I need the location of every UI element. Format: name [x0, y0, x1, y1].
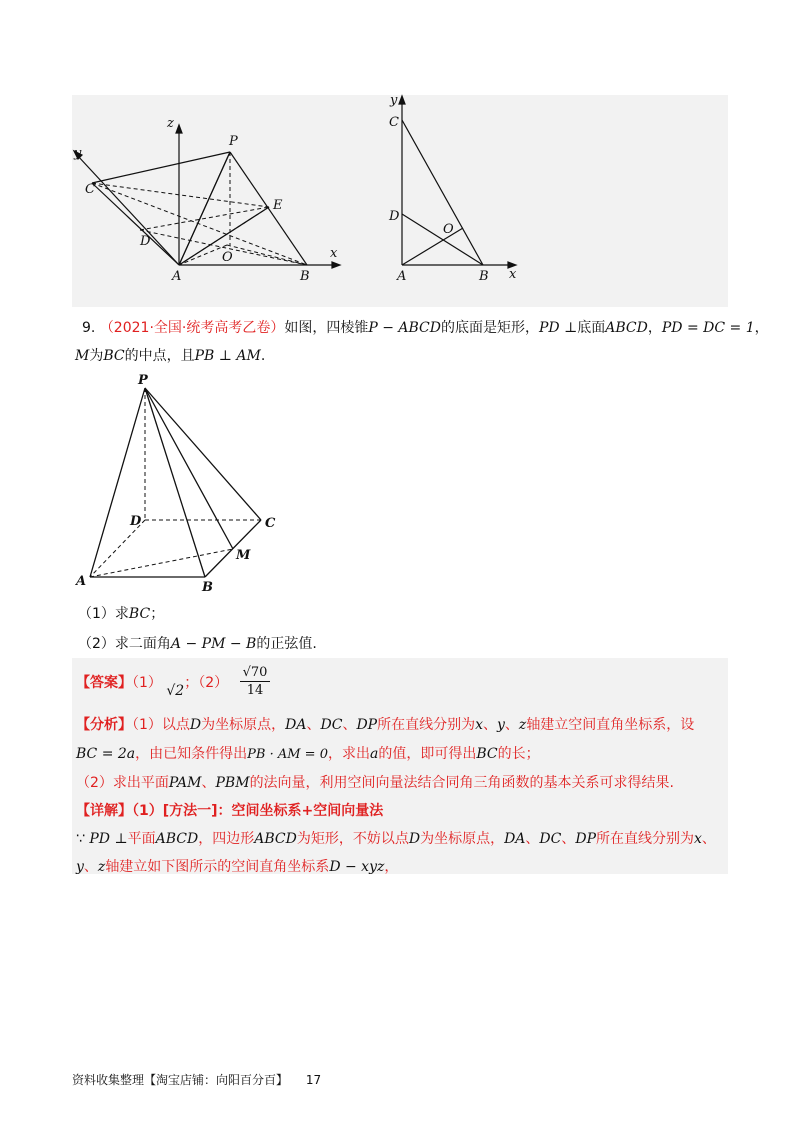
label-x: x	[509, 267, 517, 282]
coordinate-figure-right	[385, 90, 525, 285]
detail-line-1	[76, 801, 383, 821]
label-D: D	[140, 234, 151, 249]
math-expr: x	[694, 831, 702, 847]
analysis-text: 、	[504, 717, 519, 733]
analysis-text: ，由已知条件得出	[135, 746, 248, 762]
math-expr: ABCD	[605, 320, 648, 336]
page-footer	[72, 1071, 321, 1088]
detail-text: ，	[384, 859, 399, 875]
answer-text: （2）	[198, 675, 229, 691]
analysis-text: 的法向量，利用空间向量法结合同角三角函数的基本关系可求得结果.	[249, 775, 675, 791]
detail-line-3	[76, 857, 398, 877]
footer-text: 资料收集整理【淘宝店铺：向阳百分百】	[72, 1073, 289, 1087]
math-expr: y	[497, 717, 505, 733]
math-expr: M	[75, 348, 90, 364]
problem-text: 如图，四棱锥	[284, 320, 369, 336]
label-P: P	[138, 373, 148, 388]
detail-text: 、	[83, 859, 98, 875]
detail-line-2	[76, 829, 716, 849]
label-M: M	[236, 548, 251, 563]
analysis-text: 的长；	[497, 746, 540, 762]
analysis-text: 、	[201, 775, 216, 791]
math-expr: a	[369, 746, 379, 762]
label-O: O	[443, 222, 454, 237]
analysis-text: 轴建立空间直角坐标系，设	[526, 717, 695, 733]
detail-text: 、	[701, 831, 716, 847]
problem-text: ，	[754, 320, 769, 336]
question-text: （1）求	[78, 606, 129, 622]
detail-text: 轴建立如下图所示的空间直角坐标系	[105, 859, 330, 875]
math-expr: D	[408, 831, 421, 847]
label-A: A	[172, 269, 182, 284]
analysis-text: 、	[342, 717, 357, 733]
problem-text: 为	[89, 348, 104, 364]
detail-text: 为矩形，不妨以点	[296, 831, 409, 847]
detail-text: 为坐标原点，	[420, 831, 505, 847]
analysis-text: （2）求出平面	[76, 775, 169, 791]
math-expr: ABCD	[254, 831, 297, 847]
analysis-text: 为坐标原点，	[201, 717, 286, 733]
answer-label: 【答案】	[76, 675, 132, 691]
analysis-text: 所在直线分别为	[377, 717, 476, 733]
analysis-text: ，求出	[327, 746, 370, 762]
detail-method: （1）[方法一]：空间坐标系+空间向量法	[132, 803, 384, 819]
math-expr: P − ABCD	[368, 320, 441, 336]
pyramid-figure	[70, 370, 290, 600]
question-1	[78, 604, 164, 624]
math-expr: BC	[103, 348, 125, 364]
math-expr: DP	[575, 831, 597, 847]
label-C: C	[265, 516, 276, 531]
math-expr: PD = DC = 1	[661, 320, 755, 336]
problem-number: 9.	[82, 320, 96, 336]
problem-text: 的中点，且	[124, 348, 195, 364]
detail-text: 所在直线分别为	[596, 831, 695, 847]
analysis-text: （1）以点	[132, 717, 190, 733]
problem-line-2	[75, 346, 265, 366]
answer-line	[76, 673, 229, 699]
label-A: A	[76, 574, 87, 589]
label-B: B	[300, 269, 310, 284]
math-expr: PB ⊥ AM	[194, 348, 261, 364]
question-text: （2）求二面角	[78, 636, 171, 652]
label-B: B	[202, 580, 213, 595]
problem-text: .	[260, 348, 266, 364]
fraction-denominator: 14	[246, 683, 264, 698]
label-D: D	[389, 209, 400, 224]
answer-text: （1）	[132, 675, 162, 691]
math-expr: PD ⊥	[539, 320, 578, 336]
analysis-line-1	[76, 715, 694, 735]
question-text: ；	[150, 606, 165, 622]
fraction-numerator: √70	[240, 664, 270, 682]
math-expr: x	[475, 717, 483, 733]
math-expr: y	[76, 859, 84, 875]
coordinate-figure-left	[72, 95, 352, 295]
label-A: A	[397, 269, 407, 284]
math-expr: BC	[128, 606, 151, 622]
answer-text: ；	[184, 675, 199, 691]
math-expr: BC = 2a	[76, 746, 136, 762]
problem-text: 底面	[577, 320, 606, 336]
label-C: C	[389, 115, 399, 130]
label-y: y	[390, 93, 398, 108]
math-expr: DC	[539, 831, 562, 847]
label-E: E	[273, 198, 283, 213]
math-expr: z	[97, 859, 106, 875]
analysis-label: 【分析】	[76, 717, 132, 733]
label-y: y	[74, 146, 82, 161]
label-O: O	[222, 250, 233, 265]
label-C: C	[85, 182, 95, 197]
analysis-text: 的值，即可得出	[378, 746, 477, 762]
math-expr: z	[518, 717, 527, 733]
detail-text: ，四边形	[198, 831, 255, 847]
detail-text: 、	[561, 831, 576, 847]
y-axis	[77, 155, 179, 265]
label-B: B	[479, 269, 489, 284]
analysis-line-2	[76, 744, 540, 765]
math-expr: PAM	[168, 775, 202, 791]
math-expr: BC	[476, 746, 498, 762]
math-expr: D	[189, 717, 202, 733]
label-z: z	[167, 116, 174, 131]
analysis-text: 、	[306, 717, 321, 733]
problem-source: （2021·全国·统考高考乙卷）	[99, 320, 285, 336]
analysis-text: 、	[483, 717, 497, 733]
page-number: 17	[305, 1073, 322, 1087]
detail-text: 、	[525, 831, 540, 847]
math-expr: PB · AM = 0	[247, 747, 328, 762]
problem-text: ，	[647, 320, 662, 336]
math-expr: D − xyz	[329, 859, 385, 875]
question-text: 的正弦值.	[256, 636, 317, 652]
math-expr: DA	[504, 831, 526, 847]
math-expr: PD ⊥	[89, 831, 128, 847]
detail-text: 平面	[127, 831, 156, 847]
math-expr: PBM	[215, 775, 250, 791]
label-x: x	[330, 246, 338, 261]
analysis-line-3	[76, 773, 674, 793]
math-expr: DC	[320, 717, 343, 733]
question-2	[78, 634, 317, 654]
math-expr: A − PM − B	[170, 636, 257, 652]
answer-fraction	[240, 664, 270, 699]
answer-value-1: √2	[166, 683, 185, 699]
detail-text: ∵	[76, 831, 90, 847]
label-P: P	[229, 134, 238, 149]
label-D: D	[130, 514, 142, 529]
math-expr: DP	[356, 717, 378, 733]
problem-line-1	[82, 318, 769, 338]
detail-label: 【详解】	[76, 803, 132, 819]
problem-text: 的底面是矩形，	[441, 320, 539, 336]
math-expr: DA	[285, 717, 307, 733]
math-expr: ABCD	[155, 831, 199, 847]
